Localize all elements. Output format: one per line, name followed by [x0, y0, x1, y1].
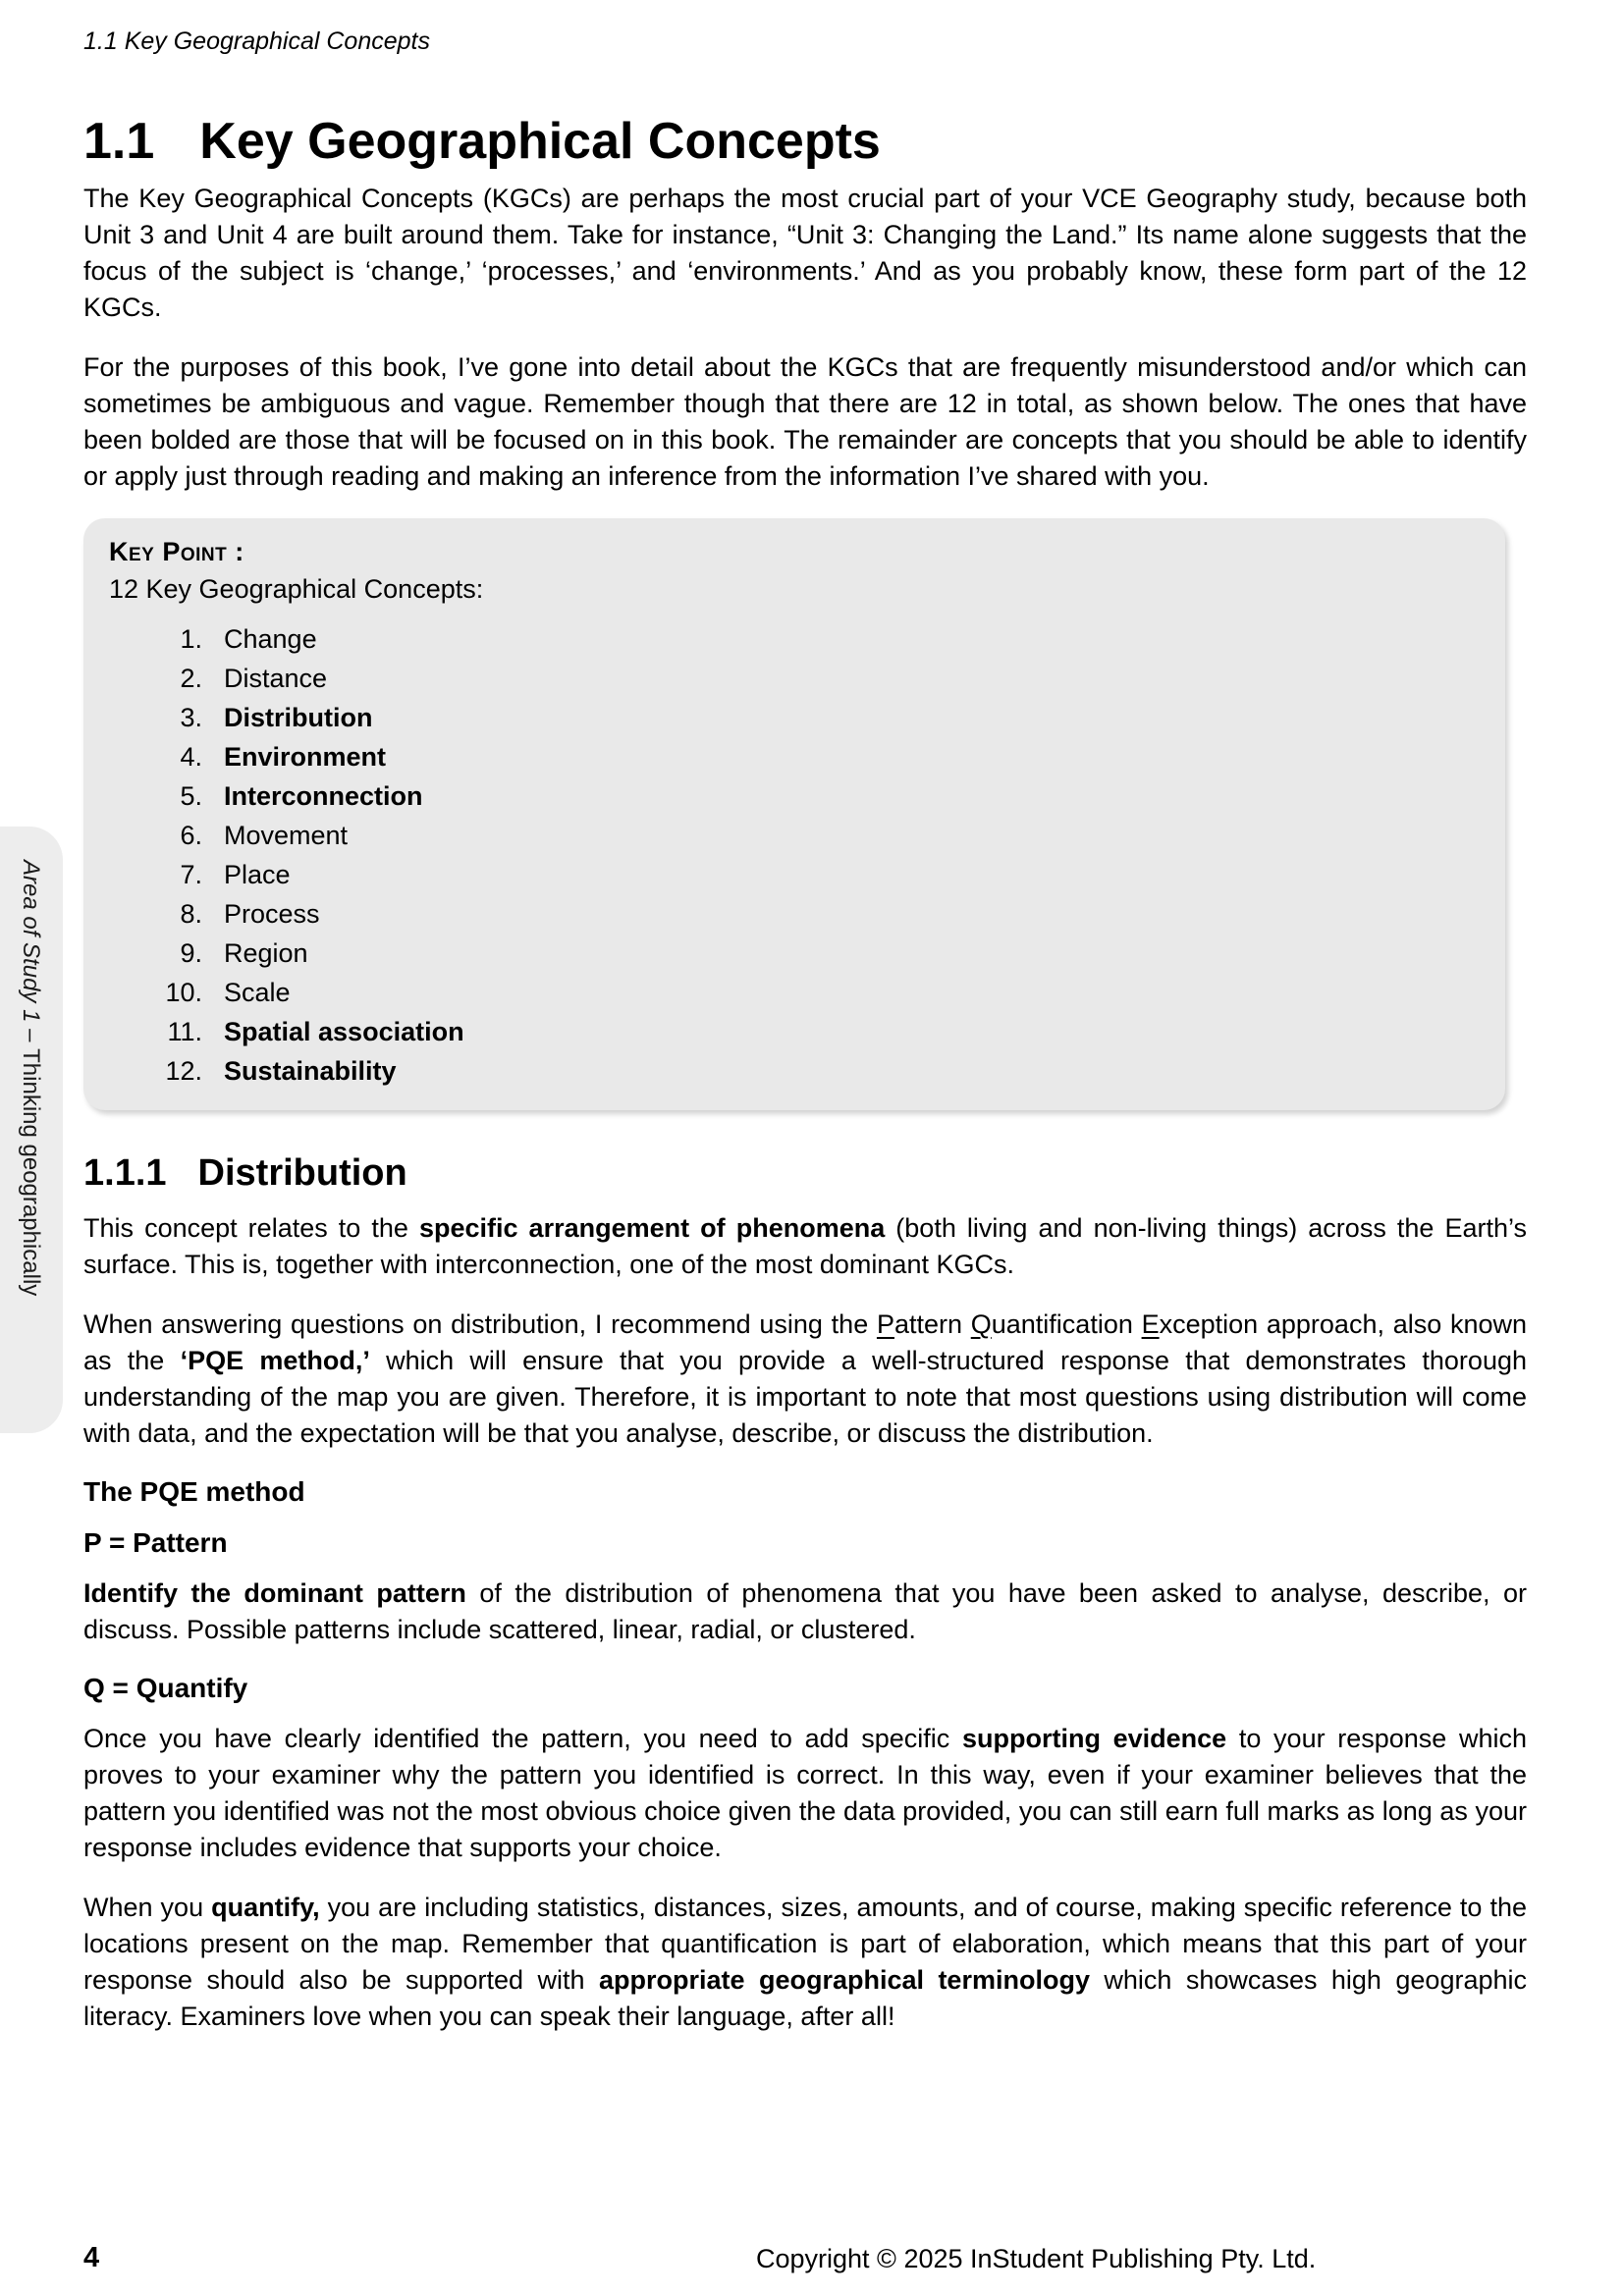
text-segment: uantification	[991, 1309, 1142, 1339]
text-segment: which showcases high geographic literacy. Examiners love when you can speak their language, after all!	[83, 1965, 1527, 2031]
text-segment: you are including statistics, distances, sizes, amounts, and of course, making specific reference to the locations present on the map. Remember that quantification is part of elaboration, which means that this part of your response should also be supported with	[83, 1893, 1527, 1995]
list-item	[109, 619, 1476, 659]
distribution-paragraph-2	[83, 1307, 1527, 1452]
page-number: 4	[83, 2242, 100, 2273]
list-item-number: 8.	[180, 899, 202, 929]
list-item-number: 1.	[180, 624, 202, 654]
p-pattern-heading: P = Pattern	[83, 1527, 228, 1558]
keypoint-label: Key Point :	[109, 537, 244, 566]
sidebar-thinking-geographically: Thinking geographically	[18, 1048, 44, 1297]
keypoint-box	[83, 518, 1505, 1110]
list-item	[109, 1012, 1476, 1051]
list-item-label: Scale	[224, 978, 291, 1007]
running-header: 1.1 Key Geographical Concepts	[83, 27, 430, 55]
list-item-number: 11.	[167, 1017, 202, 1046]
page-content	[83, 0, 1527, 2058]
keypoint-subtitle: 12 Key Geographical Concepts:	[109, 574, 484, 604]
list-item-number: 2.	[180, 664, 202, 693]
list-item	[109, 776, 1476, 816]
list-item-number: 10.	[165, 978, 202, 1007]
text-segment: supporting evidence	[961, 1724, 1227, 1753]
list-item-label: Place	[224, 860, 291, 889]
section-title: Key Geographical Concepts	[199, 113, 881, 170]
list-item-number: 12.	[165, 1056, 202, 1086]
text-segment: For the purposes of this book, I’ve gone into detail about the KGCs that are frequently misunderstood and/or which can sometimes be ambiguous and vague. Remember though that there are 12 in total, as shown below. The ones that have been bolded are those that will be focused on in this book. The remainder are concepts that you should be able to identify or apply just through reading and making an inference from the information I’ve shared with you.	[83, 352, 1527, 491]
list-item-label: Movement	[224, 821, 349, 850]
list-item	[109, 737, 1476, 776]
sidebar-area-of-study: Area of Study 1	[18, 860, 44, 1023]
text-segment: E	[1141, 1309, 1160, 1339]
text-segment: ‘PQE method,’	[180, 1346, 370, 1375]
text-segment: Q	[970, 1309, 992, 1339]
list-item-number: 9.	[180, 938, 202, 968]
intro-paragraph-1	[83, 181, 1527, 326]
text-segment: P	[876, 1309, 894, 1339]
list-item-label: Interconnection	[224, 781, 423, 811]
kgc-list	[109, 619, 1476, 1091]
list-item	[109, 855, 1476, 894]
text-segment: appropriate geographical terminology	[598, 1965, 1090, 1995]
list-item-label: Environment	[224, 742, 387, 772]
sidebar-tab	[0, 827, 63, 1433]
distribution-paragraph-1	[83, 1210, 1527, 1283]
list-item-label: Distribution	[224, 703, 373, 732]
list-item-label: Region	[224, 938, 308, 968]
text-segment: of the distribution of phenomena that you have been asked to analyse, describe, or discuss. Possible patterns include scattered, linear, radial, or clustered.	[83, 1578, 1527, 1644]
list-item-number: 5.	[180, 781, 202, 811]
text-segment: (both living and non-living things) across the Earth’s surface. This is, together with interconnection, one of the most dominant KGCs.	[83, 1213, 1528, 1279]
text-segment: quantify,	[211, 1893, 320, 1922]
text-segment: When answering questions on distribution, I recommend using the	[83, 1309, 877, 1339]
section-number: 1.1	[83, 113, 155, 170]
list-item-label: Change	[224, 624, 317, 654]
subsection-title: Distribution	[197, 1152, 407, 1194]
subsection-heading	[83, 1151, 1527, 1195]
list-item-number: 6.	[180, 821, 202, 850]
list-item-label: Spatial association	[224, 1017, 464, 1046]
sidebar-separator: –	[18, 1022, 44, 1049]
list-item-number: 4.	[180, 742, 202, 772]
text-segment: This concept relates to the	[83, 1213, 419, 1243]
quantify-paragraph-1	[83, 1721, 1527, 1866]
text-segment: Identify the dominant pattern	[83, 1578, 466, 1608]
list-item-label: Sustainability	[224, 1056, 397, 1086]
intro-paragraph-2	[83, 349, 1527, 495]
list-item	[109, 894, 1476, 934]
text-segment: attern	[893, 1309, 971, 1339]
section-heading	[83, 114, 1527, 169]
list-item	[109, 973, 1476, 1012]
list-item-label: Distance	[224, 664, 328, 693]
list-item	[109, 816, 1476, 855]
list-item-number: 7.	[180, 860, 202, 889]
list-item-label: Process	[224, 899, 320, 929]
text-segment: xception approach, also known as the	[83, 1309, 1527, 1375]
text-segment: specific arrangement of phenomena	[418, 1213, 886, 1243]
pattern-paragraph	[83, 1575, 1527, 1648]
list-item	[109, 934, 1476, 973]
list-item	[109, 698, 1476, 737]
subsection-number: 1.1.1	[83, 1152, 167, 1194]
pqe-method-heading: The PQE method	[83, 1476, 305, 1507]
sidebar-tab-label	[2, 827, 59, 1433]
list-item-number: 3.	[180, 703, 202, 732]
q-quantify-heading: Q = Quantify	[83, 1673, 248, 1703]
text-segment: When you	[83, 1893, 212, 1922]
list-item	[109, 659, 1476, 698]
list-item	[109, 1051, 1476, 1091]
text-segment: to your response which proves to your examiner why the pattern you identified is correct. In this way, even if your examiner believes that the pattern you identified was not the most obvious choice given the data provided, you can still earn full marks as long as your response includes evidence that supports your choice.	[83, 1724, 1528, 1862]
text-segment: which will ensure that you provide a well-structured response that demonstrates thorough understanding of the map you are given. Therefore, it is important to note that most questions using distribution will come with data, and the expectation will be that you analyse, describe, or discuss the distribution.	[83, 1346, 1527, 1448]
quantify-paragraph-2	[83, 1890, 1527, 2035]
text-segment: Once you have clearly identified the pattern, you need to add specific	[83, 1724, 962, 1753]
copyright-notice: Copyright © 2025 InStudent Publishing Pty. Ltd.	[756, 2244, 1317, 2273]
text-segment: The Key Geographical Concepts (KGCs) are perhaps the most crucial part of your VCE Geography study, because both Unit 3 and Unit 4 are built around them. Take for instance, “Unit 3: Changing the Land.” Its name alone suggests that the focus of the subject is ‘change,’ ‘processes,’ and ‘environments.’ And as you probably know, these form part of the 12 KGCs.	[83, 184, 1527, 322]
